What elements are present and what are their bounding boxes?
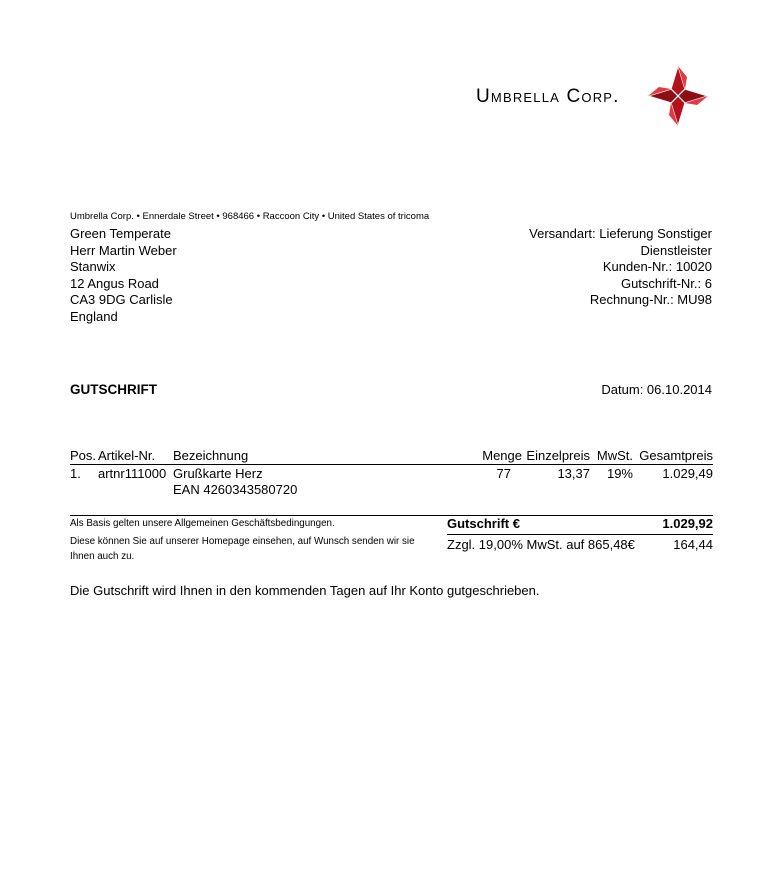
col-header-total-price: Gesamtpreis: [639, 448, 713, 463]
umbrella-logo-icon: [647, 65, 709, 127]
invoice-number: Rechnung-Nr.: MU98: [589, 292, 712, 308]
row-ean: EAN 4260343580720: [173, 482, 298, 497]
sender-address-line: Umbrella Corp. • Ennerdale Street • 968466 • Raccoon City • United States of tricoma: [70, 211, 430, 222]
total-label: Gutschrift €: [447, 516, 520, 531]
recipient-city: CA3 9DG Carlisle: [70, 292, 173, 308]
recipient-district: Stanwix: [70, 259, 116, 275]
col-header-unit-price: Einzelpreis: [526, 448, 590, 463]
credit-note-footer-text: Die Gutschrift wird Ihnen in den kommenden Tagen auf Ihr Konto gutgeschrieben.: [70, 583, 540, 598]
tax-divider: [447, 534, 713, 535]
recipient-name: Herr Martin Weber: [70, 242, 177, 258]
terms-note-line1: Als Basis gelten unsere Allgemeinen Geschäftsbedingungen.: [70, 518, 335, 529]
row-total-price: 1.029,49: [662, 466, 713, 481]
shipping-method: Versandart: Lieferung Sonstiger: [529, 226, 712, 241]
customer-number: Kunden-Nr.: 10020: [602, 259, 712, 275]
row-article-number: artnr111000: [98, 466, 167, 481]
col-header-quantity: Menge: [482, 448, 522, 463]
recipient-company: Green Temperate: [70, 226, 171, 241]
recipient-address: [70, 226, 177, 326]
row-vat: 19%: [606, 466, 633, 481]
company-logo-text: Umbrella Corp.: [476, 86, 620, 107]
terms-note-line3: Ihnen auch zu.: [70, 551, 135, 562]
col-header-vat: MwSt.: [596, 448, 633, 463]
row-unit-price: 13,37: [557, 466, 590, 481]
document-title: GUTSCHRIFT: [70, 382, 157, 397]
terms-note-line2: Diese können Sie auf unserer Homepage einsehen, auf Wunsch senden wir sie: [70, 536, 415, 547]
col-header-article: Artikel-Nr.: [98, 448, 156, 463]
table-header-divider: [70, 464, 713, 465]
shipping-method-cont: Dienstleister: [640, 242, 712, 258]
document-meta: [472, 226, 712, 309]
row-description: Grußkarte Herz: [173, 466, 263, 481]
credit-note-number: Gutschrift-Nr.: 6: [620, 275, 712, 291]
row-quantity: 77: [496, 466, 511, 481]
row-pos: 1.: [70, 466, 81, 481]
recipient-street: 12 Angus Road: [70, 275, 159, 291]
tax-label: Zzgl. 19,00% MwSt. auf 865,48€: [447, 537, 635, 552]
col-header-description: Bezeichnung: [173, 448, 249, 463]
recipient-country: England: [70, 308, 118, 324]
col-header-pos: Pos.: [70, 448, 97, 463]
total-value: 1.029,92: [662, 516, 713, 531]
document-date: Datum: 06.10.2014: [601, 382, 712, 397]
tax-value: 164,44: [673, 537, 713, 552]
